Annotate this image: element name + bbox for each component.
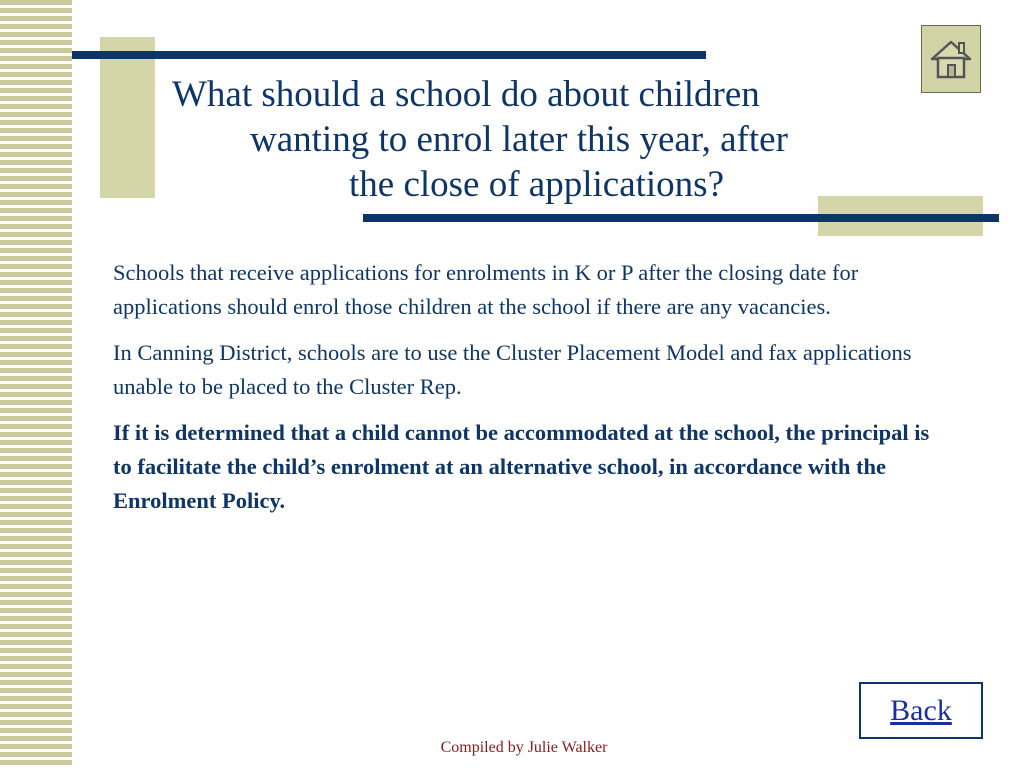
- slide-title: [168, 72, 918, 207]
- slide-title-line: the close of applications?: [349, 164, 725, 205]
- home-button[interactable]: [921, 25, 981, 93]
- body-paragraph: In Canning District, schools are to use the Cluster Placement Model and fax applications unable to be placed to the Cluster Rep.: [113, 340, 912, 399]
- slide-title-line: What should a school do about children: [172, 74, 760, 115]
- back-button[interactable]: [859, 682, 983, 739]
- decorative-stripes: [0, 0, 72, 768]
- back-link[interactable]: Back: [890, 693, 952, 727]
- body-paragraph-bold: If it is determined that a child cannot be accommodated at the school, the principal is to facilitate the child’s enrolment at an alternative school, in accordance with the Enrolment Policy.: [113, 420, 930, 513]
- decorative-bar-bottom: [363, 214, 999, 222]
- slide-title-line: wanting to enrol later this year, after: [250, 119, 788, 160]
- home-icon: [926, 34, 976, 84]
- body-paragraph: Schools that receive applications for enrolments in K or P after the closing date for applications should enrol those children at the school if there are any vacancies.: [113, 260, 859, 319]
- footer-credit: Compiled by Julie Walker: [440, 739, 608, 756]
- slide-body: [113, 256, 953, 530]
- decorative-tan-block-left: [100, 37, 155, 198]
- decorative-bar-top: [72, 51, 706, 59]
